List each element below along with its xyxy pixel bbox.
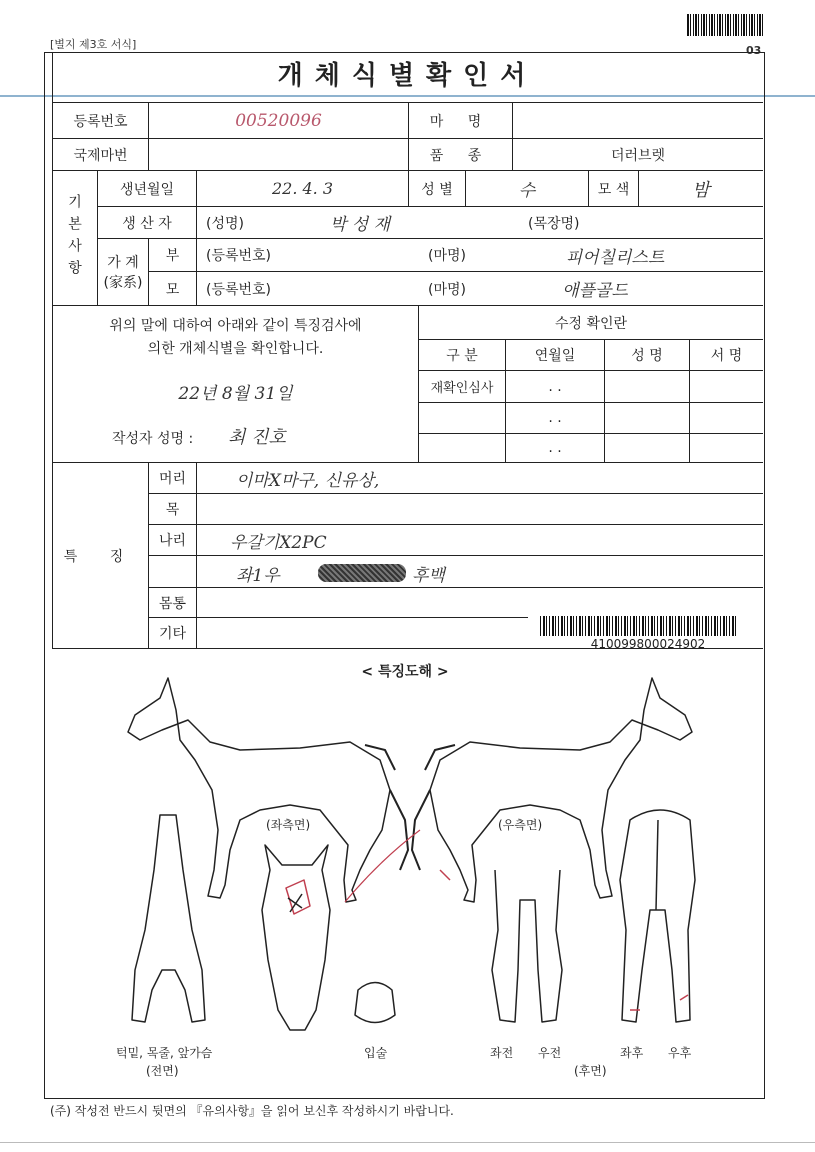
dam-name-value: 애플골드 (562, 281, 628, 301)
intl-no-value (149, 139, 408, 170)
page-number: 03 (746, 44, 762, 57)
sire-reg-label: (등록번호) (206, 248, 272, 264)
other-label: 기타 (158, 626, 187, 642)
left-side-horse-outline (128, 678, 390, 902)
front-caption: 턱밑, 목줄, 앞가슴 (116, 1046, 213, 1060)
statement-line1: 위의 말에 대하여 아래와 같이 특징검사에 (109, 318, 362, 334)
confirmation-date: 22년 8월 31일 (178, 383, 293, 404)
sire-label: 부 (165, 248, 180, 264)
producer-name-value: 박 성 재 (329, 215, 391, 235)
leg-label: 나리 (158, 533, 187, 549)
sire-name-label: (마명) (428, 248, 466, 264)
revision-row1-type: 재확인심사 (430, 381, 494, 396)
body-label: 몸통 (158, 595, 187, 612)
intl-no-label: 국제마번 (73, 147, 128, 164)
pedigree-hanja: (家系) (103, 275, 143, 291)
sex-value: 수 (518, 181, 536, 201)
page-bottom-line (0, 1142, 815, 1143)
footer-note: (주) 작성전 반드시 뒷면의 『유의사항』을 읽어 보신후 작성하시기 바랍니다. (50, 1104, 454, 1118)
breed-label: 품 종 (429, 147, 492, 164)
statement-line2: 의한 개체식별을 확인합니다. (147, 341, 324, 357)
front-legs-outline (492, 870, 562, 1022)
color-value: 밤 (692, 179, 710, 201)
head-label: 머리 (158, 471, 187, 487)
rear-label: (후면) (574, 1064, 607, 1078)
neck-label: 목 (165, 502, 180, 518)
basic-section-label: 기본사항 (66, 193, 82, 282)
revision-col-date: 연월일 (534, 348, 576, 364)
front-leg-left-label: 좌전 (490, 1046, 514, 1060)
farm-value (620, 207, 760, 238)
top-barcode (687, 14, 765, 36)
muzzle-caption: 입술 (364, 1046, 388, 1060)
pedigree-label-text: 가 계 (107, 255, 139, 271)
reg-no-label: 등록번호 (73, 113, 128, 130)
leg-value-tail: 후백 (412, 565, 445, 586)
breed-value: 더러브렛 (610, 147, 666, 164)
revision-row1-date: . . (548, 378, 562, 395)
form-number-label: [별지 제3호 서식] (50, 38, 137, 51)
rear-right-label: 우후 (668, 1046, 692, 1060)
document-title: 개체식별확인서 (277, 61, 538, 91)
revision-row3-date: . . (548, 440, 562, 456)
revision-col-type: 구 분 (446, 348, 478, 364)
barcode-number: 410099800024902 (590, 637, 706, 651)
features-section-label: 특 징 (63, 548, 138, 565)
muzzle-outline (355, 983, 395, 1023)
front-label: (전면) (146, 1064, 179, 1078)
rear-left-label: 좌후 (620, 1046, 644, 1060)
birth-value: 22. 4. 3 (271, 179, 334, 198)
sire-name-value: 피어칠리스트 (565, 247, 665, 268)
revision-col-name: 성 명 (631, 348, 663, 364)
head-value: 이마X마구, 신유상, (236, 470, 380, 491)
sex-label: 성 별 (421, 181, 453, 198)
farm-label: (목장명) (528, 215, 580, 232)
head-front-outline (262, 845, 330, 1030)
writer-label: 작성자 성명 : (112, 431, 194, 447)
revision-col-sign: 서 명 (710, 348, 743, 364)
revision-row2-date: . . (548, 410, 562, 426)
writer-signature: 최 진호 (228, 427, 286, 448)
diagram-title: < 특징도해 > (361, 664, 449, 680)
left-side-label: (좌측면) (266, 818, 311, 832)
dam-name-label: (마명) (428, 281, 466, 298)
dam-label: 모 (165, 281, 180, 298)
horse-name-label: 마 명 (429, 113, 492, 130)
horse-name-value (513, 103, 763, 138)
horse-diagram (90, 670, 730, 1060)
neck-value: 우갈기X2PC (230, 532, 327, 553)
producer-name-label: (성명) (206, 215, 244, 232)
pedigree-label (98, 239, 148, 305)
color-label: 모 색 (597, 181, 630, 198)
producer-label: 생 산 자 (122, 215, 172, 232)
dam-reg-label: (등록번호) (206, 281, 272, 298)
front-view-outline (132, 815, 205, 1022)
leg-value: 좌1우 (236, 565, 280, 586)
right-side-horse-outline (430, 678, 692, 902)
reg-no-value: 00520096 (235, 110, 322, 131)
front-leg-right-label: 우전 (538, 1046, 562, 1060)
registration-barcode (540, 616, 736, 636)
revision-title: 수정 확인란 (554, 315, 628, 332)
right-side-label: (우측면) (498, 818, 543, 832)
scribbled-out-text (318, 564, 406, 582)
birth-label: 생년월일 (119, 181, 175, 198)
